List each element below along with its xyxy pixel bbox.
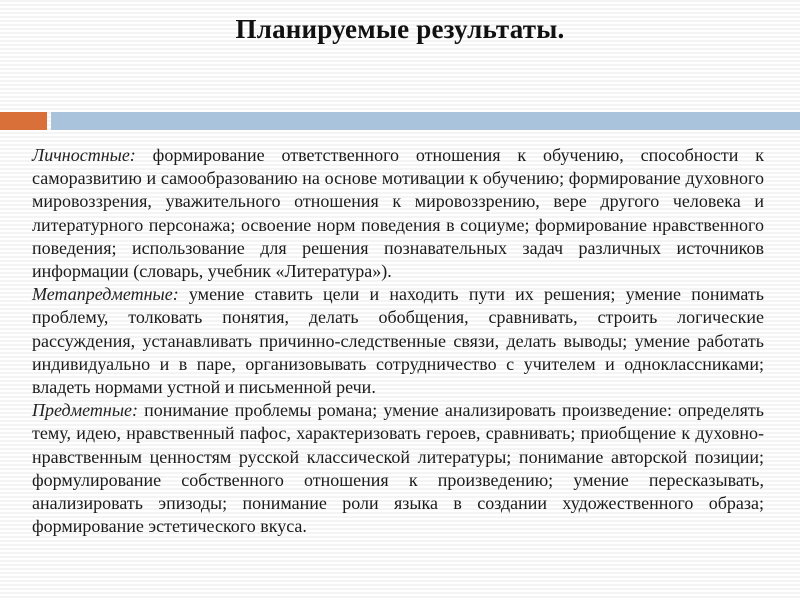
results-content bbox=[32, 144, 764, 538]
section-metasubject-text: умение ставить цели и находить пути их решения; умение понимать проблему, толковать понятия, делать обобщения, сравнивать, строить логические рассуждения, устанавливать причинно-следственные связи, делать выводы; умение работать индивидуально и в паре, организовывать сотрудничество с учителем и одноклассниками; владеть нормами устной и письменной речи. bbox=[32, 284, 764, 398]
section-metasubject-label: Метапредметные: bbox=[32, 284, 179, 305]
section-personal bbox=[32, 144, 764, 283]
section-subject-label: Предметные: bbox=[32, 400, 138, 421]
slide-title: Планируемые результаты. bbox=[235, 14, 565, 44]
section-personal-label: Личностные: bbox=[32, 145, 136, 165]
header-divider-bar bbox=[51, 112, 800, 130]
section-metasubject bbox=[32, 283, 764, 399]
section-subject-text: понимание проблемы романа; умение анализировать произведение: определять тему, идею, нравственный пафос, характеризовать героев, сравнивать; приобщение к духовно-нравственным ценностям русской классической литературы; понимание авторской позиции; формулирование собственного отношения к произведению; умение пересказывать, анализировать эпизоды; понимание роли языка в создании художественного образа; формирование эстетического вкуса. bbox=[32, 400, 764, 537]
section-personal-text: формирование ответственного отношения к обучению, способности к саморазвитию и самообразованию на основе мотивации к обучению; формирование духовного мировоззрения, уважительного отношения к мировоззрению, вере другого человека и литературного персонажа; освоение норм поведения в социуме; формирование нравственного поведения; использование для решения познавательных задач различных источников информации (словарь, учебник «Литература»). bbox=[32, 145, 764, 282]
section-subject bbox=[32, 399, 764, 538]
accent-bar bbox=[0, 112, 47, 130]
